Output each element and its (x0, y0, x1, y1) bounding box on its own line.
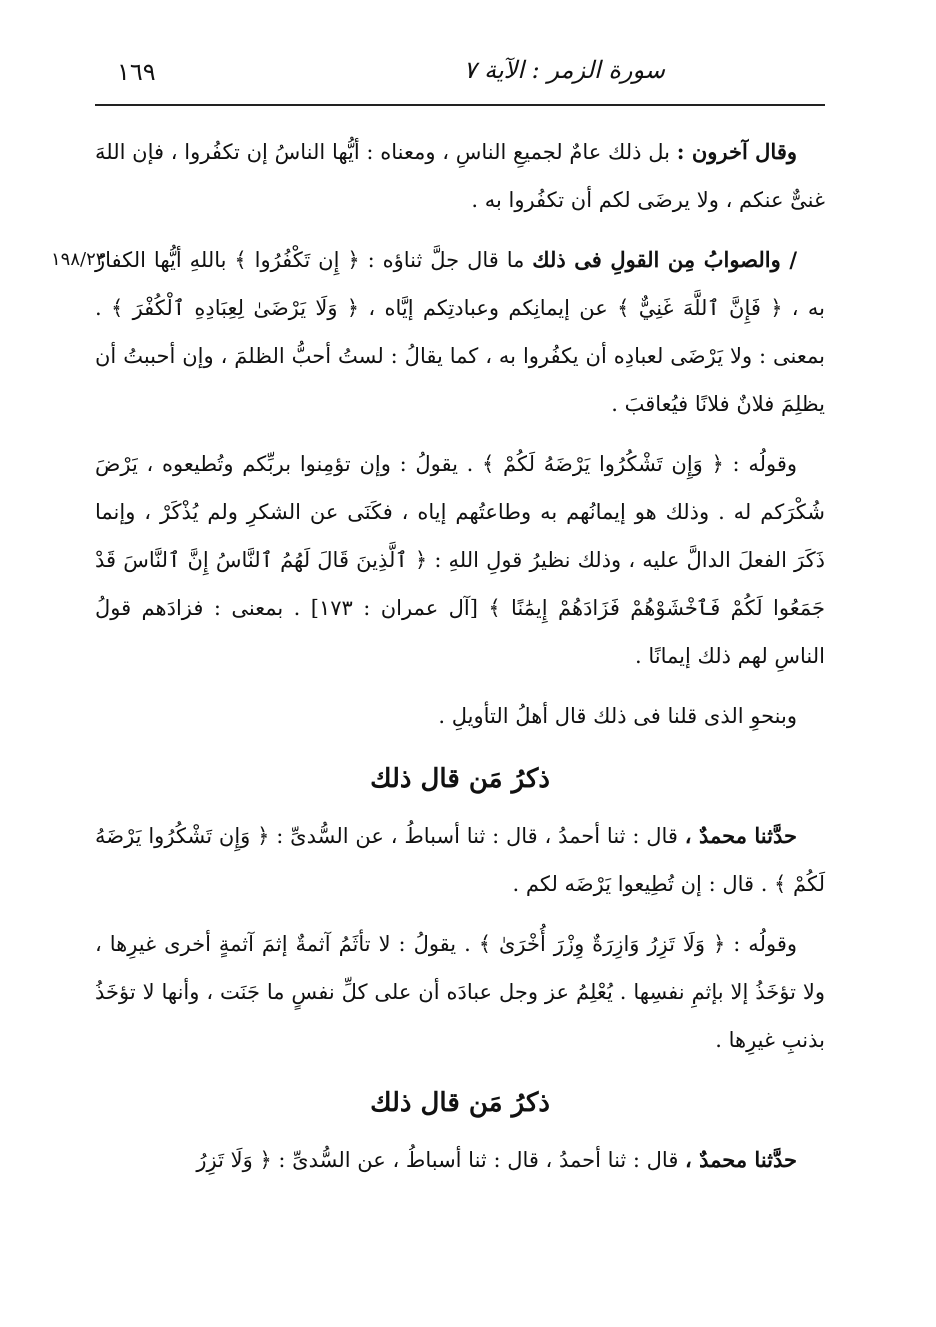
paragraph-lead: حدَّثنا محمدٌ ، (685, 1147, 797, 1172)
paragraph-6 (95, 920, 825, 1064)
paragraph-text: وبنحوِ الذى قلنا فى ذلك قال أهلُ التأويلِ . (438, 704, 797, 728)
paragraph-text: وقولُه : ﴿ وَلَا تَزِرُ وَازِرَةٌ وِزْرَ أُخْرَىٰ ﴾ . يقولُ : لا تأثَمُ آثمةٌ إثمَ آثمةٍ أخرى غيرِها ، ولا تؤخَذُ إلا بإثمِ نفسِها . يُعْلِمُ عز وجل عبادَه أن على كلِّ نفسٍ ما جَنَت ، وأنها لا تؤخَذُ بذنبِ غيرِها . (95, 932, 825, 1052)
paragraph-5 (95, 812, 825, 908)
paragraph-lead: حدَّثنا محمدٌ ، (684, 823, 797, 848)
paragraph-1 (95, 128, 825, 224)
paragraph-lead: / والصوابُ مِن القولِ فى ذلك (532, 247, 797, 272)
paragraph-text: قال : ثنا أحمدُ ، قال : ثنا أسباطُ ، عن السُّدىِّ : ﴿ وَلَا تَزِرُ (196, 1148, 686, 1172)
paragraph-lead: وقال آخرون : (676, 139, 798, 164)
section-heading-1: ذكرُ مَن قال ذلك (370, 764, 550, 794)
paragraph-7 (95, 1136, 825, 1184)
paragraph-3 (95, 440, 825, 680)
paragraph-text: قال : ثنا أحمدُ ، قال : ثنا أسباطُ ، عن السُّدىِّ : ﴿ وَإِن تَشْكُرُوا يَرْضَهُ لَكُمْ ﴾ . قال : إن تُطِيعوا يَرْضَه لكم . (95, 824, 825, 896)
paragraph-2 (51, 236, 825, 428)
running-title: سورة الزمر : الآية ٧ (463, 56, 665, 84)
paragraph-text: وقولُه : ﴿ وَإِن تَشْكُرُوا يَرْضَهُ لَكُمْ ﴾ . يقولُ : وإن تؤمِنوا بربِّكم وتُطيعوه ، يَرْضَ شُكْرَكم له . وذلك هو إيمانُهم به وطاعتُهم إياه ، فكَنَى عن الشكرِ ولم يُذْكَرْ ، وإنما ذَكَرَ الفعلَ الدالَّ عليه ، وذلك نظيرُ قولِ اللهِ : ﴿ ٱلَّذِينَ قَالَ لَهُمُ ٱلنَّاسُ إِنَّ ٱلنَّاسَ قَدْ جَمَعُوا لَكُمْ فَٱخْشَوْهُمْ فَزَادَهُمْ إِيمَٰنًا ﴾ [آل عمران : ١٧٣] . بمعنى : فزادَهم قولُ الناسِ لهم ذلك إيمانًا . (95, 452, 825, 668)
paragraph-4 (95, 692, 825, 740)
page-header (95, 50, 825, 106)
page-body (51, 128, 825, 1196)
paragraph-text: ما قال جلَّ ثناؤه : ﴿ إِن تَكْفُرُوا ﴾ باللهِ أيُّها الكفارُ به ، ﴿ فَإِنَّ ٱللَّهَ غَنِيٌّ ﴾ عن إيمانِكم وعبادتِكم إيَّاه ، ﴿ وَلَا يَرْضَىٰ لِعِبَادِهِ ٱلْكُفْرَ ﴾ . بمعنى : ولا يَرْضَى لعبادِه أن يكفُروا به ، كما يقالُ : لستُ أحبُّ الظلمَ ، وإن أحببتُ أن يظلِمَ فلانٌ فلانًا فيُعاقبَ . (95, 248, 825, 416)
page-number: ١٦٩ (117, 58, 156, 86)
volume-page-reference: ١٩٨/٢٣ (51, 249, 106, 270)
section-heading-2: ذكرُ مَن قال ذلك (370, 1088, 550, 1118)
paragraph-text: بل ذلك عامٌ لجميعِ الناسِ ، ومعناه : أيُّها الناسُ إن تكفُروا ، فإن اللهَ غنىٌّ عنكم ، ولا يرضَى لكم أن تكفُروا به . (95, 140, 825, 212)
